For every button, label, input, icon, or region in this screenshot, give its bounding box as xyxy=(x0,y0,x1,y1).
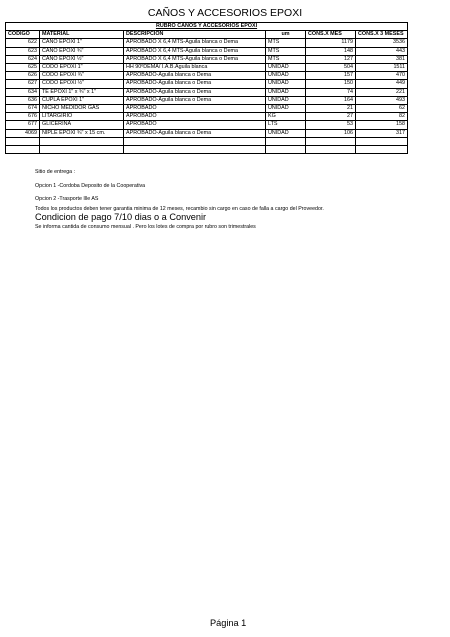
cell-um: MTS xyxy=(266,47,306,55)
cell-cons-3-meses: 82 xyxy=(356,113,408,121)
cell-material: CODO EPOXI 1" xyxy=(40,64,124,72)
header-codigo: CODIGO xyxy=(6,31,40,39)
cell-codigo: 622 xyxy=(6,39,40,47)
cell-cons-mes: 148 xyxy=(306,47,356,55)
cell-cons-3-meses: 317 xyxy=(356,129,408,137)
sitio-entrega-note: Sitio de entrega : xyxy=(35,169,76,175)
table-row xyxy=(6,55,408,63)
table-row xyxy=(6,47,408,55)
cell-codigo: 677 xyxy=(6,121,40,129)
cell-descripcion: APROBADO xyxy=(124,113,266,121)
page-number: Página 1 xyxy=(210,618,247,628)
table-row xyxy=(6,121,408,129)
cell-codigo: 624 xyxy=(6,55,40,63)
page-title: CAÑOS Y ACCESORIOS EPOXI xyxy=(147,7,303,19)
header-cons-mes: CONS.X MES xyxy=(306,31,356,39)
cell-codigo: 636 xyxy=(6,96,40,104)
table-row xyxy=(6,72,408,80)
rubro-label: RUBRO CANOS Y ACCESORIOS EPOXI xyxy=(6,23,408,31)
cell-cons-mes: 53 xyxy=(306,121,356,129)
cell-cons-mes: 74 xyxy=(306,88,356,96)
header-cons-3-meses: CONS.X 3 MESES xyxy=(356,31,408,39)
cell-um: UNIDAD xyxy=(266,72,306,80)
cell-material: CAÑO EPOXI ¾" xyxy=(40,47,124,55)
cell-cons-3-meses: 470 xyxy=(356,72,408,80)
cell-cons-3-meses: 381 xyxy=(356,55,408,63)
cell-material: NIPLE EPOXI ¾" x 15 cm. xyxy=(40,129,124,137)
cell-codigo: 625 xyxy=(6,64,40,72)
empty-cell xyxy=(356,146,408,154)
header-material: MATERIAL xyxy=(40,31,124,39)
cell-cons-mes: 127 xyxy=(306,55,356,63)
empty-cell xyxy=(266,146,306,154)
empty-cell xyxy=(124,137,266,145)
empty-cell xyxy=(6,137,40,145)
table-row xyxy=(6,64,408,72)
cell-material: CODO EPOXI ¾" xyxy=(40,72,124,80)
cell-cons-3-meses: 443 xyxy=(356,47,408,55)
garantia-note: Todos los productos deben tener garantia minima de 12 meses, recambio sin cargo en caso de falla a cargo del Proveedor. xyxy=(35,206,324,212)
table-row xyxy=(6,105,408,113)
cell-cons-mes: 21 xyxy=(306,105,356,113)
consumo-note: Se informa cantida de consumo mensual . Pero los lotes de compra por rubro son trimestrales xyxy=(35,224,256,230)
cell-codigo: 676 xyxy=(6,113,40,121)
cell-codigo: 623 xyxy=(6,47,40,55)
cell-um: UNIDAD xyxy=(266,129,306,137)
empty-cell xyxy=(40,146,124,154)
empty-cell xyxy=(124,146,266,154)
table-row xyxy=(6,129,408,137)
cell-um: MTS xyxy=(266,55,306,63)
empty-cell xyxy=(6,146,40,154)
cell-material: CAÑO EPOXI 1" xyxy=(40,39,124,47)
cell-material: TE EPOXI 1" x ¾" x 1" xyxy=(40,88,124,96)
condicion-pago-note: Condicion de pago 7/10 dias o a Convenir xyxy=(35,212,207,222)
cell-descripcion: APROBADO-Aguila blanca o Dema xyxy=(124,129,266,137)
cell-codigo: 626 xyxy=(6,72,40,80)
cell-cons-3-meses: 1511 xyxy=(356,64,408,72)
opcion-2-note: Opcion 2 -Trasporte Ille AS xyxy=(35,196,99,202)
cell-cons-mes: 27 xyxy=(306,113,356,121)
cell-cons-3-meses: 449 xyxy=(356,80,408,88)
cell-descripcion: APROBADO-Aguila blanca o Dema xyxy=(124,72,266,80)
cell-descripcion: APROBADO-Aguila blanca o Dema xyxy=(124,96,266,104)
cell-descripcion: APROBADO X 6,4 MTS-Aguila blanca o Dema xyxy=(124,39,266,47)
materials-table xyxy=(5,22,408,154)
cell-material: LITARGIRIO xyxy=(40,113,124,121)
cell-material: GLICERINA xyxy=(40,121,124,129)
cell-descripcion: APROBADO-Aguila blanca o Dema xyxy=(124,88,266,96)
table-row xyxy=(6,96,408,104)
header-row xyxy=(6,31,408,39)
empty-cell xyxy=(356,137,408,145)
cell-descripcion: APROBADO X 6,4 MTS-Aguila blanca o Dema xyxy=(124,47,266,55)
cell-material: CAÑO EPOXI ½" xyxy=(40,55,124,63)
cell-cons-3-meses: 493 xyxy=(356,96,408,104)
cell-codigo: 674 xyxy=(6,105,40,113)
cell-cons-mes: 106 xyxy=(306,129,356,137)
cell-cons-3-meses: 221 xyxy=(356,88,408,96)
empty-row xyxy=(6,146,408,154)
empty-cell xyxy=(306,137,356,145)
cell-material: NICHO MEDIDOR GAS xyxy=(40,105,124,113)
cell-cons-mes: 164 xyxy=(306,96,356,104)
cell-cons-mes: 157 xyxy=(306,72,356,80)
cell-um: UNIDAD xyxy=(266,96,306,104)
cell-descripcion: APROBADO-Aguila blanca o Dema xyxy=(124,80,266,88)
cell-cons-mes: 150 xyxy=(306,80,356,88)
header-um: um xyxy=(266,31,306,39)
cell-cons-mes: 1179 xyxy=(306,39,356,47)
cell-um: UNIDAD xyxy=(266,105,306,113)
cell-um: UNIDAD xyxy=(266,64,306,72)
cell-cons-3-meses: 3536 xyxy=(356,39,408,47)
cell-material: CODO EPOXI ½" xyxy=(40,80,124,88)
empty-cell xyxy=(306,146,356,154)
cell-descripcion: HH 90ºDEMA/ I.A.B.Aguila blanca xyxy=(124,64,266,72)
cell-codigo: 4069 xyxy=(6,129,40,137)
cell-um: UNIDAD xyxy=(266,88,306,96)
table-row xyxy=(6,39,408,47)
cell-um: LTS xyxy=(266,121,306,129)
empty-cell xyxy=(266,137,306,145)
opcion-1-note: Opcion 1 -Cordoba Deposito de la Cooperativa xyxy=(35,183,146,189)
table-row xyxy=(6,88,408,96)
empty-row xyxy=(6,137,408,145)
cell-cons-3-meses: 62 xyxy=(356,105,408,113)
cell-um: KG xyxy=(266,113,306,121)
cell-codigo: 634 xyxy=(6,88,40,96)
cell-codigo: 627 xyxy=(6,80,40,88)
table-row xyxy=(6,113,408,121)
table-row xyxy=(6,80,408,88)
rubro-row xyxy=(6,23,408,31)
cell-cons-mes: 504 xyxy=(306,64,356,72)
cell-um: MTS xyxy=(266,39,306,47)
cell-descripcion: APROBADO X 6,4 MTS-Aguila blanca o Dema xyxy=(124,55,266,63)
cell-material: CUPLA EPOXI 1" xyxy=(40,96,124,104)
cell-um: UNIDAD xyxy=(266,80,306,88)
cell-cons-3-meses: 158 xyxy=(356,121,408,129)
cell-descripcion: APROBADO xyxy=(124,105,266,113)
header-descripcion: DESCRIPCION xyxy=(124,31,266,39)
cell-descripcion: APROBADO xyxy=(124,121,266,129)
empty-cell xyxy=(40,137,124,145)
